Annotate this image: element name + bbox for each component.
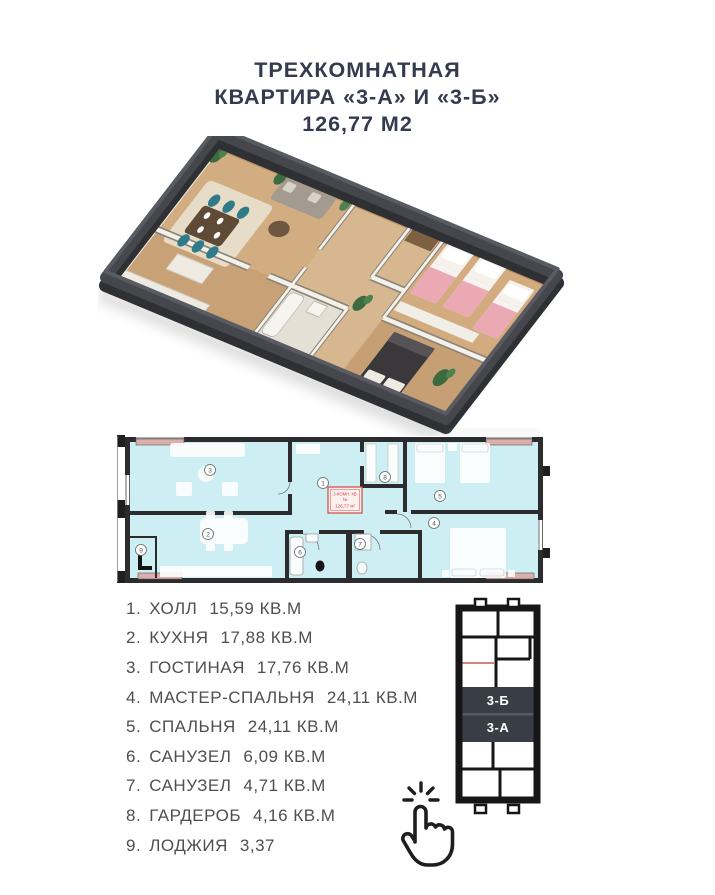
toilet-silhouette	[316, 561, 325, 572]
plan-stamp	[328, 487, 362, 513]
units-divider	[463, 713, 534, 716]
room-marker-2: 2	[206, 531, 210, 539]
tap-click-hand-icon[interactable]	[388, 780, 460, 875]
room-number: 4.	[126, 687, 142, 707]
stamp-line-3: 126,77 м²	[334, 503, 356, 509]
2d-floorplan	[100, 430, 555, 595]
room-number: 6.	[126, 746, 142, 766]
room-marker-7: 7	[358, 541, 362, 549]
room-area: 24,11 КВ.М	[247, 717, 339, 737]
room-name: ГОСТИНАЯ	[149, 657, 245, 677]
hand-shape	[403, 807, 453, 866]
room-marker-5: 5	[438, 493, 442, 501]
room-name: САНУЗЕЛ	[149, 746, 232, 766]
room-marker-8: 8	[383, 474, 387, 482]
list-item	[126, 772, 418, 802]
isometric-3d-floorplan-render	[98, 136, 570, 436]
room-number: 3.	[126, 657, 142, 677]
room-marker-6: 6	[298, 549, 302, 557]
list-item	[126, 624, 418, 654]
building-position-diagram	[452, 597, 544, 815]
room-number: 9.	[126, 835, 142, 855]
room-area: 6,09 КВ.М	[243, 746, 326, 766]
title-line-1: ТРЕХКОМНАТНАЯ	[254, 58, 461, 82]
list-item	[126, 653, 418, 683]
room-marker-1: 1	[321, 480, 325, 488]
room-name: ЛОДЖИЯ	[149, 835, 228, 855]
room-area: 4,71 КВ.М	[243, 776, 326, 796]
room-area: 24,11 КВ.М	[326, 687, 418, 707]
room-name: ХОЛЛ	[149, 598, 198, 618]
room-name: САНУЗЕЛ	[149, 776, 232, 796]
list-item	[126, 712, 418, 742]
unit-label-3a[interactable]: 3-А	[486, 720, 510, 735]
room-marker-4: 4	[432, 520, 436, 528]
room-area: 15,59 КВ.М	[209, 598, 302, 618]
room-name: МАСТЕР-СПАЛЬНЯ	[149, 687, 315, 707]
room-area: 3,37	[239, 835, 275, 855]
list-item	[126, 594, 418, 624]
room-area: 17,76 КВ.М	[256, 657, 350, 677]
room-number: 5.	[126, 717, 142, 737]
unit-label-3b[interactable]: 3-Б	[486, 693, 510, 708]
room-area: 4,16 КВ.М	[253, 805, 336, 825]
list-item	[126, 683, 418, 713]
title-line-2: КВАРТИРА «3-А» И «3-Б»	[214, 85, 501, 109]
room-number: 8.	[126, 805, 142, 825]
title-line-3: 126,77 М2	[302, 112, 413, 136]
room-marker-9: 9	[139, 547, 143, 555]
click-rays	[404, 783, 438, 800]
room-area: 17,88 КВ.М	[220, 628, 313, 648]
room-number: 2.	[126, 628, 142, 648]
list-item	[126, 742, 418, 772]
list-item	[126, 801, 418, 831]
room-name: СПАЛЬНЯ	[149, 717, 236, 737]
room-marker-3: 3	[208, 467, 212, 475]
room-list	[126, 594, 418, 860]
stamp-line-2: №	[342, 497, 348, 502]
room-name: ГАРДЕРОБ	[149, 805, 241, 825]
room-number: 7.	[126, 776, 142, 796]
room-name: КУХНЯ	[149, 628, 209, 648]
stamp-line-1: 3-КОМН. КВ	[333, 491, 357, 497]
page-title	[0, 57, 715, 138]
list-item	[126, 831, 418, 861]
room-number: 1.	[126, 598, 142, 618]
